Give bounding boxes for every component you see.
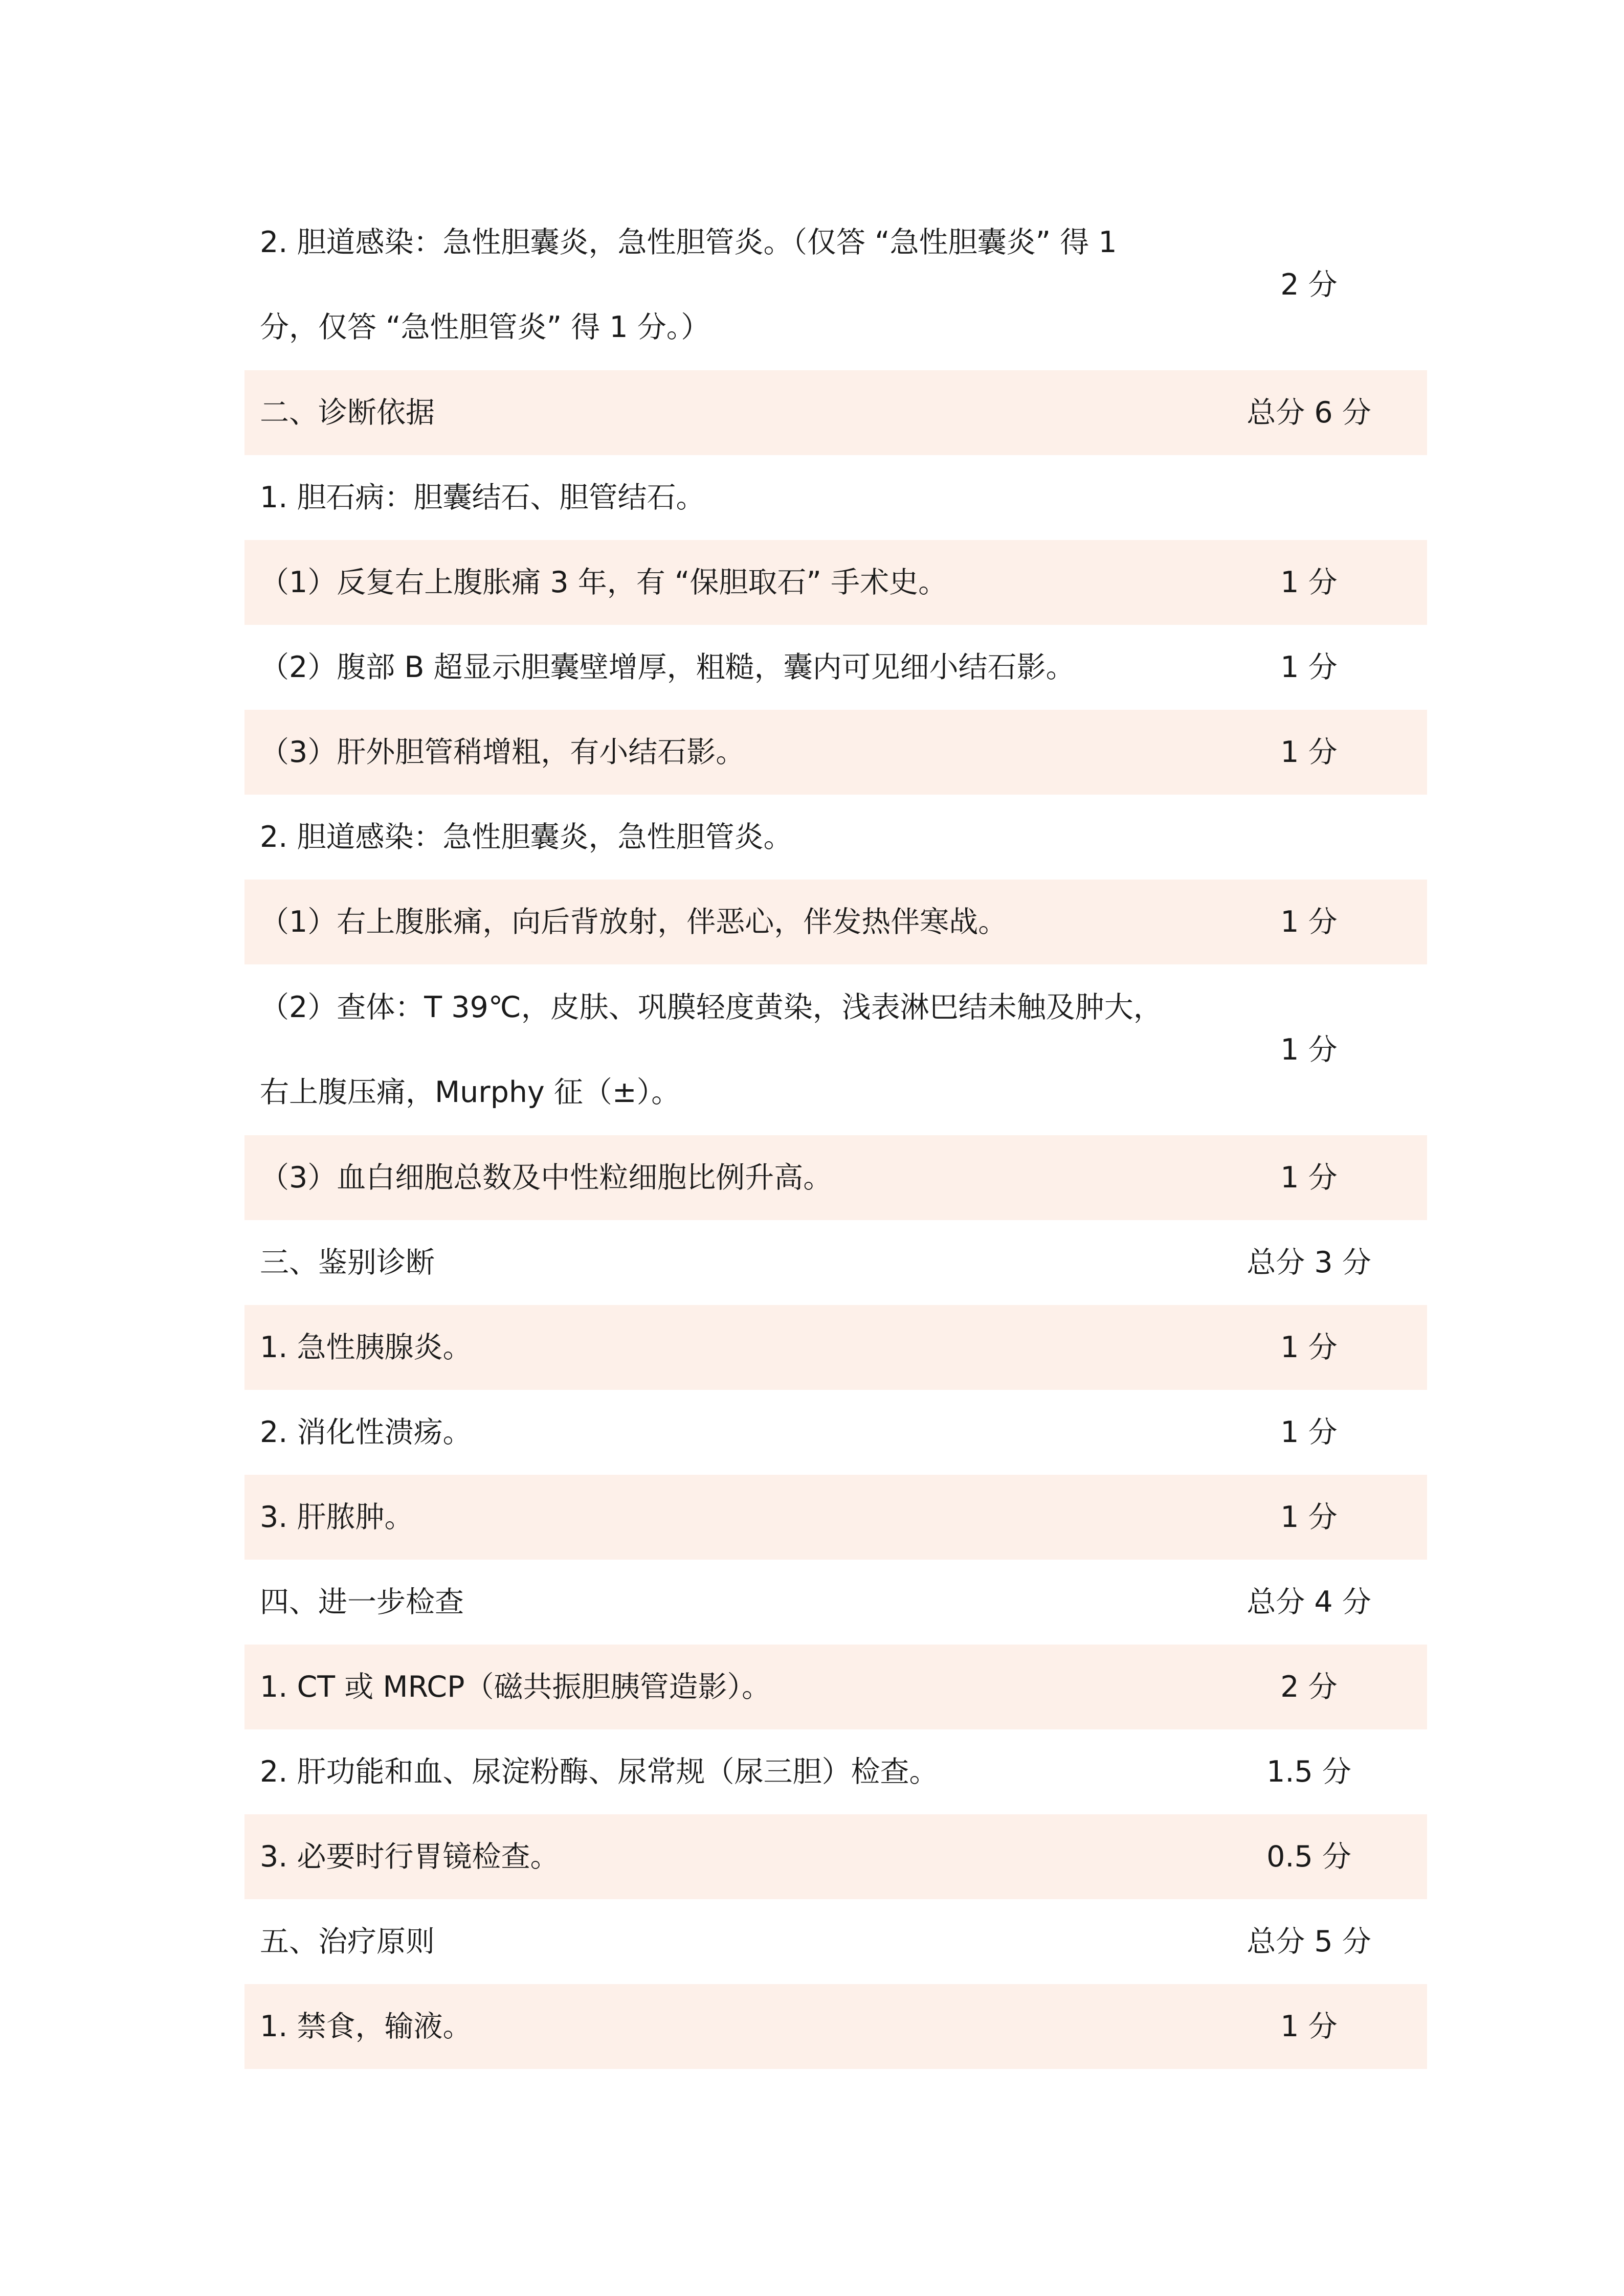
row-score: 1 分 <box>1280 1033 1338 1067</box>
row-content: 3. 肝脓肿。 <box>244 1475 1206 1560</box>
section-header-row <box>244 1899 1427 1984</box>
row-content: 1. CT 或 MRCP（磁共振胆胰管造影）。 <box>244 1645 1206 1729</box>
section-header-row <box>244 370 1427 455</box>
row-content: 1. 禁食，输液。 <box>244 1984 1206 2069</box>
table-row <box>244 455 1427 540</box>
table-row <box>244 625 1427 710</box>
row-content <box>244 199 1206 370</box>
table-row <box>244 1390 1427 1475</box>
row-content <box>244 964 1206 1135</box>
table-row <box>244 795 1427 880</box>
row-score: 2 分 <box>1280 268 1338 302</box>
section-total-score: 总分 6 分 <box>1206 370 1427 455</box>
section-total-score: 总分 4 分 <box>1247 1585 1371 1619</box>
section-header-row <box>244 1560 1427 1645</box>
section-title: 二、诊断依据 <box>244 370 1206 455</box>
row-text-line: 右上腹压痛，Murphy 征（±）。 <box>260 1075 681 1109</box>
scoring-table <box>244 199 1427 2069</box>
row-content: 2. 肝功能和血、尿淀粉酶、尿常规（尿三胆）检查。 <box>260 1755 939 1789</box>
row-content: 2. 胆道感染：急性胆囊炎，急性胆管炎。 <box>260 820 793 854</box>
section-total-score: 总分 5 分 <box>1247 1925 1371 1959</box>
table-row <box>244 540 1427 625</box>
row-score: 1 分 <box>1206 1475 1427 1560</box>
row-score: 1.5 分 <box>1266 1755 1351 1789</box>
row-score <box>1206 455 1427 540</box>
row-content: （3）血白细胞总数及中性粒细胞比例升高。 <box>244 1135 1206 1220</box>
row-text-line: 分，仅答 “急性胆管炎” 得 1 分。） <box>260 310 710 344</box>
row-score: 1 分 <box>1206 880 1427 964</box>
row-content: （1）反复右上腹胀痛 3 年，有 “保胆取石” 手术史。 <box>244 540 1206 625</box>
row-score: 1 分 <box>1206 1305 1427 1390</box>
table-row <box>244 1645 1427 1729</box>
table-row <box>244 1475 1427 1560</box>
row-score: 1 分 <box>1206 710 1427 795</box>
row-content: （2）腹部 B 超显示胆囊壁增厚，粗糙，囊内可见细小结石影。 <box>260 650 1075 684</box>
section-total-score: 总分 3 分 <box>1247 1246 1371 1279</box>
row-score <box>1206 795 1427 880</box>
table-row <box>244 1729 1427 1814</box>
row-score: 0.5 分 <box>1206 1814 1427 1899</box>
table-row <box>244 880 1427 964</box>
table-row <box>244 964 1427 1135</box>
row-score: 1 分 <box>1280 650 1338 684</box>
table-row <box>244 1305 1427 1390</box>
table-row <box>244 710 1427 795</box>
row-score: 1 分 <box>1206 1135 1427 1220</box>
row-content: 1. 急性胰腺炎。 <box>244 1305 1206 1390</box>
row-score: 1 分 <box>1280 1415 1338 1449</box>
section-header-row <box>244 1220 1427 1305</box>
row-score: 1 分 <box>1206 540 1427 625</box>
row-content: （3）肝外胆管稍增粗，有小结石影。 <box>244 710 1206 795</box>
table-row <box>244 1135 1427 1220</box>
row-score: 1 分 <box>1206 1984 1427 2069</box>
section-title: 五、治疗原则 <box>260 1925 435 1959</box>
row-content: 3. 必要时行胃镜检查。 <box>244 1814 1206 1899</box>
table-row <box>244 1984 1427 2069</box>
row-content: 2. 消化性溃疡。 <box>260 1415 472 1449</box>
row-text-line: （2）查体：T 39℃，皮肤、巩膜轻度黄染，浅表淋巴结未触及肿大， <box>260 991 1163 1024</box>
table-row <box>244 1814 1427 1899</box>
table-row <box>244 199 1427 370</box>
section-title: 三、鉴别诊断 <box>260 1246 435 1279</box>
row-content: （1）右上腹胀痛，向后背放射，伴恶心，伴发热伴寒战。 <box>244 880 1206 964</box>
section-title: 四、进一步检查 <box>260 1585 464 1619</box>
row-content: 1. 胆石病：胆囊结石、胆管结石。 <box>260 481 705 514</box>
row-text-line: 2. 胆道感染：急性胆囊炎，急性胆管炎。（仅答 “急性胆囊炎” 得 1 <box>260 226 1117 259</box>
row-score: 2 分 <box>1206 1645 1427 1729</box>
